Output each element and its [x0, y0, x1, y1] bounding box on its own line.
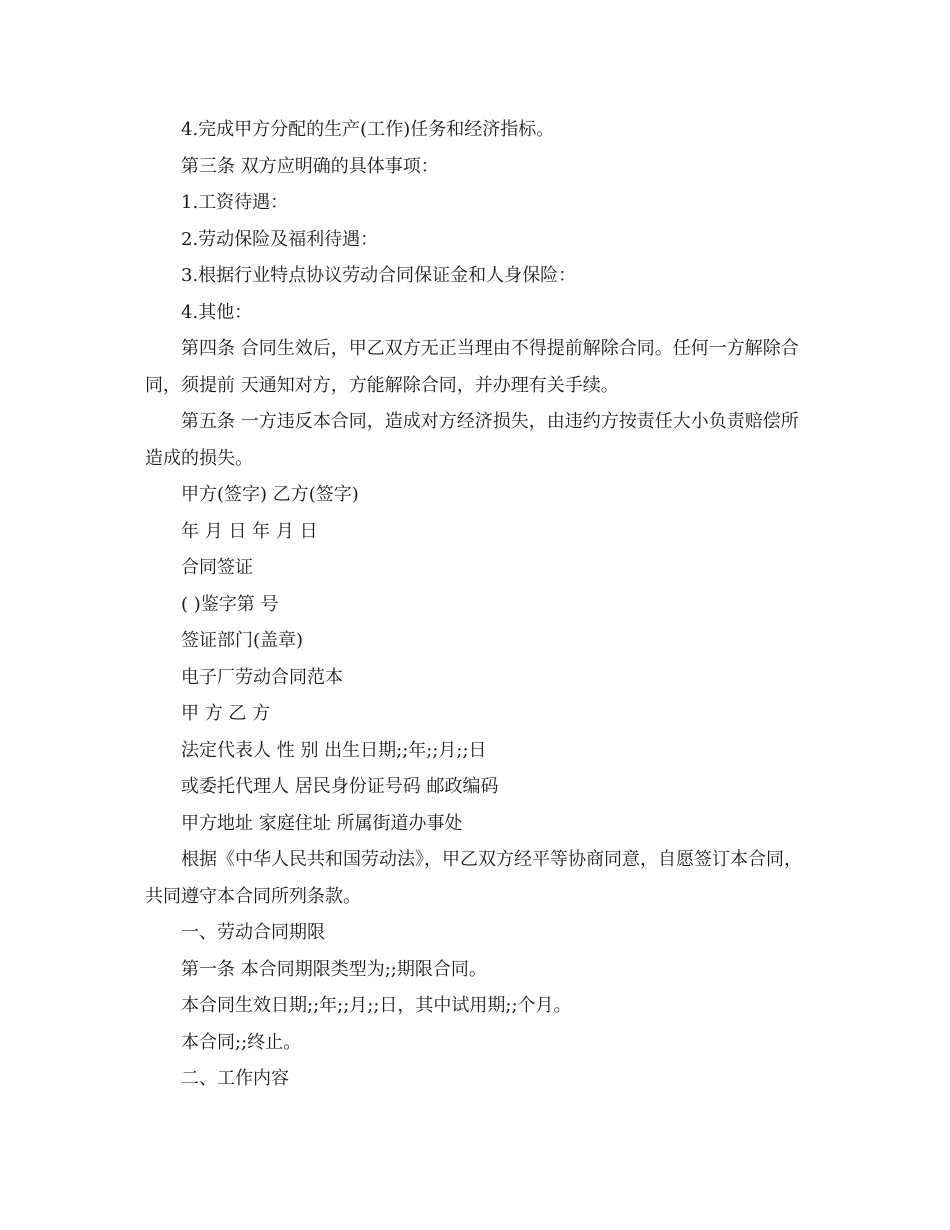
- paragraph-parties: 甲 方 乙 方: [181, 703, 271, 724]
- paragraph-article-4: 第四条 合同生效后，甲乙双方无正当理由不得提前解除合同。任何一方解除合同，须提前 天通知对方，方能解除合同，并办理有关手续。: [145, 338, 799, 396]
- paragraph-address: 甲方地址 家庭住址 所属街道办事处: [181, 812, 463, 834]
- paragraph-article-3-heading: 第三条 双方应明确的具体事项：: [181, 155, 439, 177]
- paragraph-other: 4.其他：: [181, 301, 253, 323]
- paragraph-deposit: 3.根据行业特点协议劳动合同保证金和人身保险：: [181, 265, 577, 286]
- paragraph-article-5: 第五条 一方违反本合同，造成对方经济损失，由违约方按责任大小负责赔偿所造成的损失。: [145, 411, 799, 469]
- paragraph-dates: 年 月 日 年 月 日: [181, 520, 318, 542]
- paragraph-legal-rep: 法定代表人 性 别 出生日期;;年;;月;;日: [181, 739, 487, 761]
- paragraph-article-1: 第一条 本合同期限类型为;;期限合同。: [181, 958, 487, 980]
- paragraph-contract-visa: 合同签证: [181, 557, 253, 578]
- paragraph-preamble: 根据《中华人民共和国劳动法》，甲乙双方经平等协商同意，自愿签订本合同，共同遵守本合同所列条款。: [145, 849, 802, 907]
- paragraph-visa-number: ( )鉴字第 号: [181, 593, 279, 615]
- paragraph-wage: 1.工资待遇：: [181, 192, 289, 213]
- paragraph-section-1-heading: 一、劳动合同期限: [181, 922, 325, 943]
- paragraph-termination: 本合同;;终止。: [181, 1031, 302, 1053]
- paragraph-section-2-heading: 二、工作内容: [181, 1068, 289, 1089]
- document-body: [145, 112, 805, 1098]
- paragraph-visa-department: 签证部门(盖章): [181, 630, 304, 651]
- paragraph-agent: 或委托代理人 居民身份证号码 邮政编码: [181, 776, 499, 797]
- paragraph-effective-date: 本合同生效日期;;年;;月;;日，其中试用期;;个月。: [181, 995, 572, 1016]
- paragraph-signatures: 甲方(签字) 乙方(签字): [181, 484, 359, 505]
- paragraph-item-4-task: 4.完成甲方分配的生产(工作)任务和经济指标。: [181, 119, 555, 140]
- paragraph-insurance: 2.劳动保险及福利待遇：: [181, 228, 379, 250]
- paragraph-template-title: 电子厂劳动合同范本: [181, 666, 343, 688]
